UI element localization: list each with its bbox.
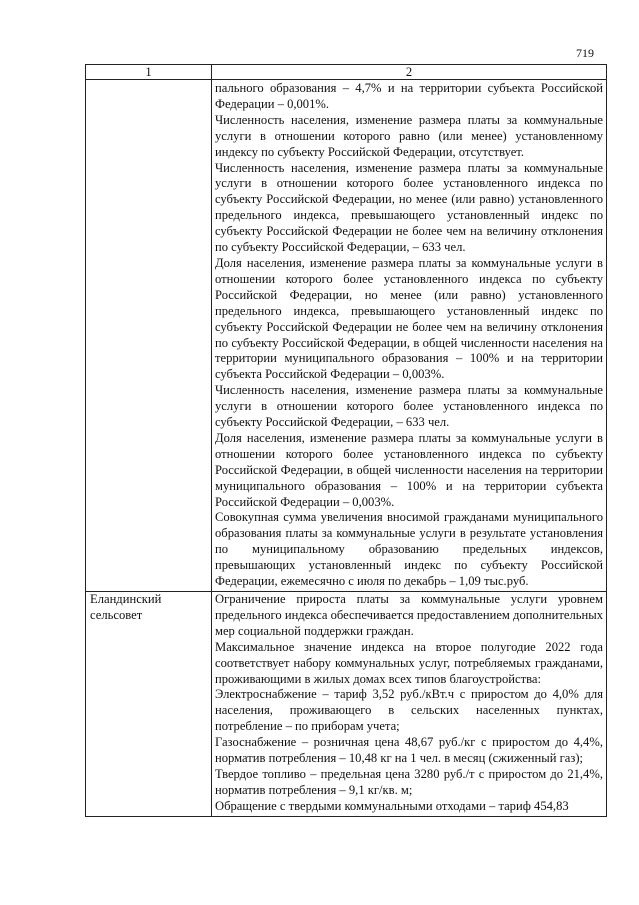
paragraph: Газоснабжение – розничная цена 48,67 руб./кг с приростом до 4,4%, норматив потребления – 10,48 кг на 1 чел. в месяц (сжиженный газ); xyxy=(215,735,603,766)
description-cell xyxy=(212,592,607,817)
paragraph: пального образования – 4,7% и на территории субъекта Российской Федерации – 0,001%. xyxy=(215,81,603,111)
table-row xyxy=(86,592,607,817)
content-table xyxy=(85,64,607,817)
paragraph: Доля населения, изменение размера платы за коммунальные услуги в отношении которого более установленного индекса по субъекту Российской Федерации, но менее (или равно) установленного предельного индекса, превышающего установленный индекс по субъекту Российской Федерации не более чем на величину отклонения по субъекту Российской Федерации, в общей численности населения на территории муниципального образования – 100% и на территории субъекта Российской Федерации – 0,003%. xyxy=(215,255,603,382)
paragraph: Электроснабжение – тариф 3,52 руб./кВт.ч с приростом до 4,0% для населения, проживающего в сельских населенных пунктах, потребление – по приборам учета; xyxy=(215,687,603,734)
table-header-row xyxy=(86,65,607,80)
column-header-2: 2 xyxy=(212,65,607,80)
paragraph: Обращение с твердыми коммунальными отходами – тариф 454,83 xyxy=(215,798,569,813)
paragraph: Совокупная сумма увеличения вносимой гражданами муниципального образования платы за коммунальные услуги в результате установления по муниципальному образованию предельных индексов, превышающих установленный индекс по субъекту Российской Федерации, ежемесячно с июля по декабрь – 1,09 тыс.руб. xyxy=(215,510,603,589)
page-number: 719 xyxy=(576,46,594,60)
description-cell xyxy=(212,80,607,592)
paragraph: Ограничение прироста платы за коммунальные услуги уровнем предельного индекса обеспечивается предоставлением дополнительных мер социальной поддержки граждан. xyxy=(215,592,603,638)
paragraph: Численность населения, изменение размера платы за коммунальные услуги в отношении которого равно (или менее) установленному индексу по субъекту Российской Федерации, отсутствует. xyxy=(215,112,603,159)
paragraph: Максимальное значение индекса на второе полугодие 2022 года соответствует набору коммунальных услуг, потребляемых гражданами, проживающими в жилых домах всех типов благоустройства: xyxy=(215,639,603,686)
column-header-1: 1 xyxy=(86,65,212,80)
table-row xyxy=(86,80,607,592)
paragraph: Доля населения, изменение размера платы за коммунальные услуги в отношении которого более установленного индекса по субъекту Российской Федерации, в общей численности населения на территории муниципального образования – 100% и на территории субъекта Российской Федерации – 0,003%. xyxy=(215,430,603,509)
paragraph: Численность населения, изменение размера платы за коммунальные услуги в отношении которого более установленного индекса по субъекту Российской Федерации, – 633 чел. xyxy=(215,383,603,430)
municipality-cell: Еландинский сельсовет xyxy=(86,592,212,817)
paragraph: Твердое топливо – предельная цена 3280 руб./т с приростом до 21,4%, норматив потребления – 9,1 кг/кв. м; xyxy=(215,766,603,797)
municipality-cell xyxy=(86,80,212,592)
paragraph: Численность населения, изменение размера платы за коммунальные услуги в отношении которого более установленного индекса по субъекту Российской Федерации, но менее (или равно) установленного предельного индекса, превышающего установленный индекс по субъекту Российской Федерации не более чем на величину отклонения по субъекту Российской Федерации, – 633 чел. xyxy=(215,160,603,255)
